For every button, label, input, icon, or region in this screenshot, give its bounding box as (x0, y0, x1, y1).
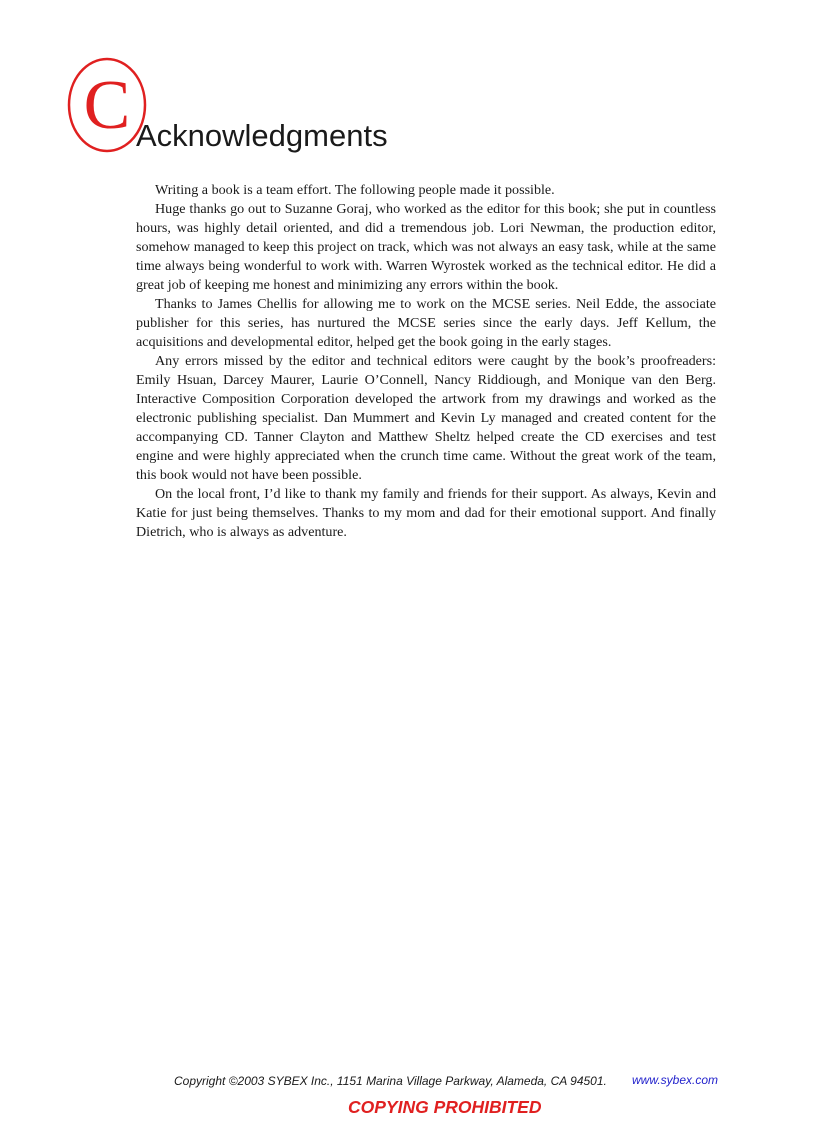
copying-prohibited-notice: COPYING PROHIBITED (348, 1097, 542, 1117)
acknowledgments-body (136, 181, 716, 542)
svg-text:C: C (83, 67, 131, 144)
paragraph: Thanks to James Chellis for allowing me to work on the MCSE series. Neil Edde, the associate publisher for this series, has nurtured the MCSE series since the early days. Jeff Kellum, the acquisitions and developmental editor, helped get the book going in the early stages. (136, 296, 716, 350)
paragraph: Any errors missed by the editor and technical editors were caught by the book’s proofreaders: Emily Hsuan, Darcey Maurer, Laurie O’Connell, Nancy Riddiough, and Monique van den Berg. Interactive Composition Corporation developed the artwork from my drawings and worked as the electronic publishing specialist. Dan Mummert and Kevin Ly managed and created content for the accompanying CD. Tanner Clayton and Matthew Sheltz helped create the CD exercises and test engine and were highly appreciated when the crunch time came. Without the great work of the team, this book would not have been possible. (136, 353, 716, 483)
website-link[interactable]: www.sybex.com (632, 1073, 719, 1087)
page-title: Acknowledgments (136, 118, 388, 153)
copyright-notice: Copyright ©2003 SYBEX Inc., 1151 Marina Village Parkway, Alameda, CA 94501. (174, 1074, 607, 1088)
copyright-c-logo-icon (67, 56, 147, 154)
paragraph: On the local front, I’d like to thank my family and friends for their support. As always, Kevin and Katie for just being themselves. Thanks to my mom and dad for their emotional support. And finally Dietrich, who is always as adventure. (136, 486, 716, 540)
paragraph: Huge thanks go out to Suzanne Goraj, who worked as the editor for this book; she put in countless hours, was highly detail oriented, and did a tremendous job. Lori Newman, the production editor, somehow managed to keep this project on track, which was not always an easy task, while at the same time always being wonderful to work with. Warren Wyrostek worked as the technical editor. He did a great job of keeping me honest and minimizing any errors within the book. (136, 201, 716, 293)
paragraph: Writing a book is a team effort. The following people made it possible. (155, 182, 555, 198)
